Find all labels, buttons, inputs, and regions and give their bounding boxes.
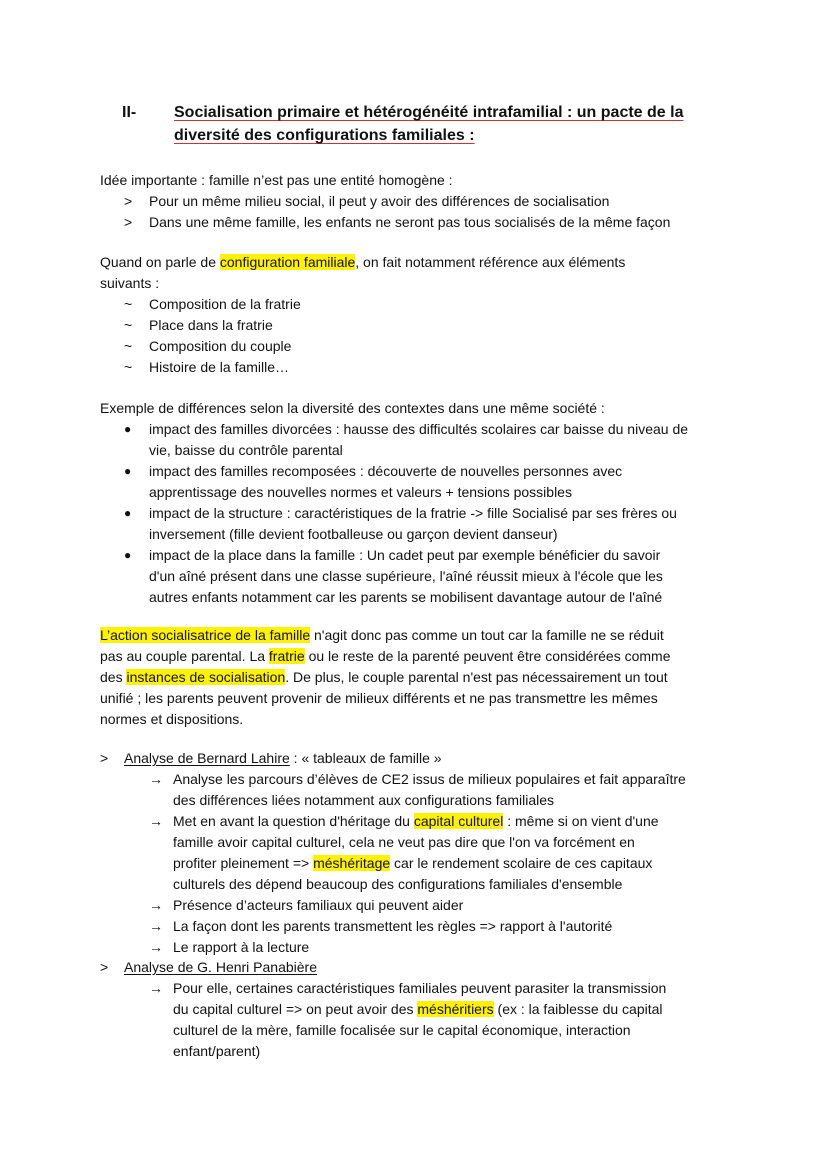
list-item: → La façon dont les parents transmettent les règles => rapport à l'autorité bbox=[100, 916, 740, 937]
list-item: ~ Place dans la fratrie bbox=[100, 315, 740, 336]
arrow-marker: → bbox=[149, 980, 163, 996]
chevron-marker: > bbox=[124, 193, 133, 209]
list-item: ~ Composition de la fratrie bbox=[100, 294, 740, 315]
list-item: → Met en avant la question d'héritage du capital culturel : même si on vient d'une famille avoir capital culturel, cela ne veut pas dire que l'on va forcément en profiter pleinement => méshéritage car le rendement scolaire de ces capitaux culturels des dépend beaucoup des configurations familiales d'ensemble bbox=[149, 813, 659, 892]
highlight-fratrie: fratrie bbox=[268, 648, 305, 664]
bullet-marker: ● bbox=[124, 506, 132, 520]
arrow-marker: → bbox=[149, 813, 163, 829]
bullet-marker: ● bbox=[124, 422, 132, 436]
list-item: → Le rapport à la lecture bbox=[100, 937, 740, 958]
bullet-marker: ● bbox=[124, 464, 132, 478]
list-item: → Présence d’acteurs familiaux qui peuvent aider bbox=[100, 895, 740, 916]
tilde-marker: ~ bbox=[124, 338, 133, 354]
list-item: → Analyse les parcours d’élèves de CE2 issus de milieux populaires et fait apparaître des différences liées notamment aux configurations familiales bbox=[149, 771, 686, 808]
list-item: ● impact de la place dans la famille : Un cadet peut par exemple bénéficier du savoir d'un aîné présent dans une classe supérieure, l'aîné réussit mieux à l'école que les autres enfants notamment car les parents se mobilisent davantage autour de l'aîné bbox=[124, 547, 663, 605]
examples-list bbox=[100, 419, 740, 608]
arrow-marker: → bbox=[149, 918, 163, 934]
highlight-action: L’action socialisatrice de la famille bbox=[100, 627, 311, 643]
lahire-heading: Analyse de Bernard Lahire bbox=[124, 750, 290, 766]
intro-block bbox=[100, 170, 740, 233]
title-line-2: diversité des configurations familiales : bbox=[174, 127, 475, 144]
config-list bbox=[100, 294, 740, 378]
arrow-marker: → bbox=[149, 771, 163, 787]
highlight-mesheritiers: méshéritiers bbox=[417, 1001, 494, 1017]
chevron-marker: > bbox=[100, 959, 109, 975]
highlight-configuration: configuration familiale bbox=[219, 254, 356, 270]
list-item: ● impact des familles recomposées : découverte de nouvelles personnes avec apprentissage des nouvelles normes et valeurs + tensions possibles bbox=[124, 463, 623, 500]
tilde-marker: ~ bbox=[124, 296, 133, 312]
panabiere-section bbox=[100, 957, 740, 1062]
list-item: > Dans une même famille, les enfants ne seront pas tous socialisés de la même façon bbox=[100, 212, 740, 233]
list-item bbox=[100, 957, 740, 978]
panabiere-list bbox=[100, 978, 740, 1062]
list-item: ~ Composition du couple bbox=[100, 336, 740, 357]
chevron-marker: > bbox=[100, 750, 109, 766]
panabiere-heading: Analyse de G. Henri Panabière bbox=[124, 959, 317, 975]
highlight-instances: instances de socialisation bbox=[126, 669, 286, 685]
lahire-list bbox=[100, 769, 740, 958]
list-item: > Analyse de Bernard Lahire : « tableaux de famille » bbox=[100, 748, 740, 769]
bullet-marker: ● bbox=[124, 548, 132, 562]
list-item: → Pour elle, certaines caractéristiques familiales peuvent parasiter la transmission du capital culturel => on peut avoir des méshéritiers (ex : la faiblesse du capital culturel de la mère, famille focalisée sur le capital économique, interaction enfant/parent) bbox=[149, 980, 667, 1059]
list-item: ~ Histoire de la famille… bbox=[100, 357, 740, 378]
arrow-marker: → bbox=[149, 939, 163, 955]
highlight-mesheritage: méshéritage bbox=[313, 855, 391, 871]
intro-text: Idée importante : famille n’est pas une entité homogène : bbox=[100, 172, 453, 188]
list-item: ● impact des familles divorcées : hausse des difficultés scolaires car baisse du niveau de vie, baisse du contrôle parental bbox=[124, 421, 689, 458]
config-block: Quand on parle de configuration familiale, on fait notamment référence aux éléments suivants : ~ Composition de la fratrie ~ Place dans la fratrie ~ Composition du couple ~ Histoire de la famille… bbox=[100, 252, 740, 378]
arrow-marker: → bbox=[149, 897, 163, 913]
tilde-marker: ~ bbox=[124, 317, 133, 333]
intro-list bbox=[100, 191, 740, 233]
highlight-capital-culturel: capital culturel bbox=[413, 813, 504, 829]
title-line-1: Socialisation primaire et hétérogénéité intrafamilial : un pacte de la bbox=[174, 104, 684, 121]
list-item: ● impact de la structure : caractéristiques de la fratrie -> fille Socialisé par ses frères ou inversement (fille devient footballeuse ou garçon devient danseur) bbox=[124, 505, 677, 542]
lahire-section bbox=[100, 748, 740, 958]
list-item: > Pour un même milieu social, il peut y avoir des différences de socialisation bbox=[100, 191, 740, 212]
examples-block: Exemple de différences selon la diversité des contextes dans une même société : ● impact des familles divorcées : hausse des difficultés scolaires car baisse du niveau de vie, baisse du contrôle parental ● impact des familles recomposées : découverte de nouvelles personnes avec apprentissage des nouvelles normes et valeurs + tensions possibles ● impact de la structure : caractéristiques de la fratrie -> fille Socialisé par ses frères ou inversement (fille devient footballeuse ou garçon devient danseur) ● impact de la place dans la famille : Un cadet peut par exemple bénéficier du savoir d'un aîné présent dans une classe supérieure, l'aîné réussit mieux à l'école que les autres enfants notamment car les parents se mobilisent davantage autour de l'aîné bbox=[100, 398, 740, 608]
section-number: II- bbox=[122, 104, 137, 121]
chevron-marker: > bbox=[124, 214, 133, 230]
tilde-marker: ~ bbox=[124, 359, 133, 375]
socialisation-paragraph: L’action socialisatrice de la famille n'agit donc pas comme un tout car la famille ne se réduit pas au couple parental. La fratrie ou le reste de la parenté peuvent être considérées comme des instances de socialisation. De plus, le couple parental n'est pas nécessairement un tout unifié ; les parents peuvent provenir de milieux différents et ne pas transmettre les mêmes normes et dispositions. bbox=[100, 627, 671, 727]
